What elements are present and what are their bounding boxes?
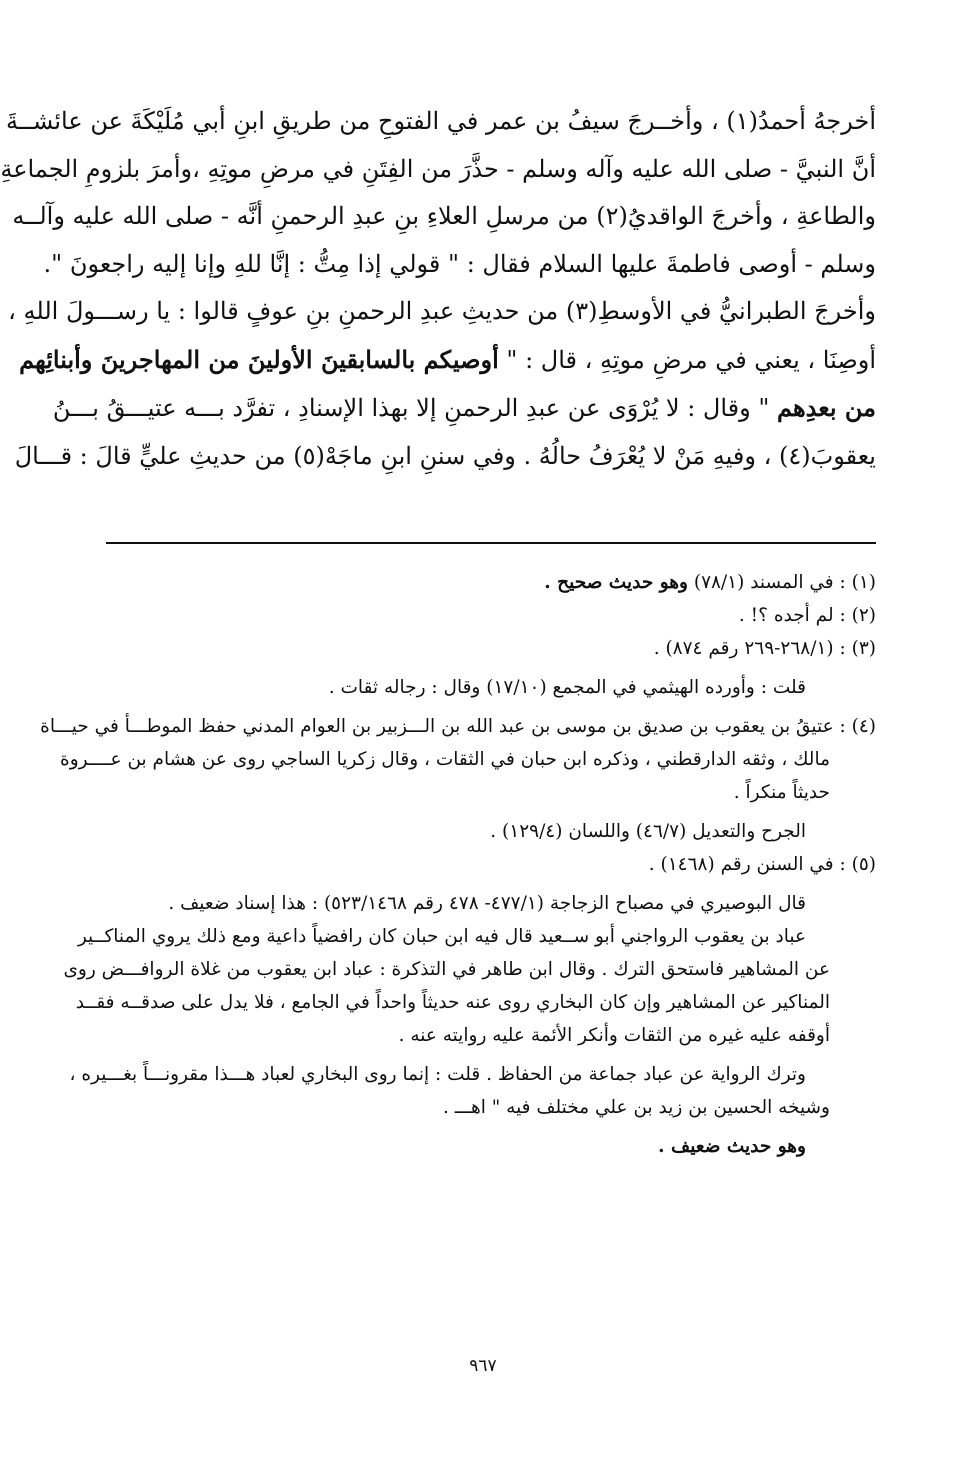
body-line-5: وأخرجَ الطبرانيُّ في الأوسطِ(٣) من حديثِ عبدِ الرحمنِ بنِ عوفٍ قالوا : يا رســـولَ اللهِ ، xyxy=(8,297,876,325)
footnote-5-para2-line-3: المناكير عن المشاهير وإن كان البخاري روى عنه حديثاً واحداً في الجامع ، فلا يدل على صدقــه فقــد xyxy=(75,992,830,1013)
hadith-quote-part-1: أوصيكم بالسابقينَ الأولينَ من المهاجرينَ وأبنائِهم xyxy=(19,344,499,374)
footnote-2: (٢) : لم أجده ؟! . xyxy=(738,605,876,626)
body-line-2: أنَّ النبيَّ - صلى الله عليه وآله وسلم - حذَّرَ من الفِتَنِ في مرضِ موتِهِ ،وأمرَ بلزومِ الجماعةِ xyxy=(0,154,876,183)
footnote-5-busiri: قال البوصيري في مصباح الزجاجة (٤٧٧/١- ٤٧٨ رقم ٥٢٣/١٤٦٨) : هذا إسناد ضعيف . xyxy=(168,893,806,914)
footnote-1-text: (١) : في المسند (٧٨/١) xyxy=(687,572,876,593)
footnotes-section xyxy=(40,566,876,1163)
footnote-5: (٥) : في السنن رقم (١٤٦٨) . xyxy=(648,854,876,875)
footnote-5-para3-line-2: وشيخه الحسين بن زيد بن علي مختلف فيه " اهـــ . xyxy=(442,1097,830,1118)
footnote-5-para2-line-2: عن المشاهير فاستحق الترك . وقال ابن طاهر في التذكرة : عباد ابن يعقوب من غلاة الروافـــض روى xyxy=(63,959,830,980)
footnote-4-line-2: مالك ، وثقه الدارقطني ، وذكره ابن حبان في الثقات ، وقال زكريا الساجي روى عن هشام بن عــــروة xyxy=(60,749,830,770)
body-line-7 xyxy=(52,384,876,433)
footnote-divider xyxy=(106,542,876,544)
body-line-6-text: أوصِنَا ، يعني في مرضِ موتِهِ ، قال : " xyxy=(498,345,876,374)
hadith-quote-part-2: من بعدِهم xyxy=(777,393,876,422)
footnote-1 xyxy=(106,566,876,599)
body-line-8: يعقوبَ(٤) ، وفيهِ مَنْ لا يُعْرَفُ حالُهُ . وفي سننِ ابنِ ماجَهْ(٥) من حديثِ عليٍّ قالَ : قـــالَ xyxy=(14,441,876,470)
footnote-4-line-3: حديثاً منكراً . xyxy=(733,782,830,803)
body-line-1: أخرجهُ أحمدُ(١) ، وأخــرجَ سيفُ بن عمر في الفتوحِ من طريقِ ابنِ أبي مُلَيْكَةَ عن عائشــةَ xyxy=(6,107,876,135)
footnote-1-grade: وهو حديث صحيح . xyxy=(544,572,688,593)
footnote-conclusion: وهو حديث ضعيف . xyxy=(658,1136,806,1157)
footnote-4-line-1: (٤) : عتيقُ بن يعقوب بن صديق بن موسى بن عبد الله بن الـــزبير بن العوام المدني حفظ الموطـــأ في حيـــاة xyxy=(40,716,876,737)
footnote-4-reference: الجرح والتعديل (٤٦/٧) واللسان (١٢٩/٤) . xyxy=(490,821,806,842)
footnote-3: (٣) : (٢٦٨/١-٢٦٩ رقم ٨٧٤) . xyxy=(653,638,876,659)
page-number: ٩٦٧ xyxy=(469,1356,497,1376)
body-line-3: والطاعةِ ، وأخرجَ الواقديُ(٢) من مرسلِ العلاءِ بنِ عبدِ الرحمنِ أنَّه - صلى الله عليه وآلــه xyxy=(12,202,876,230)
footnote-5-para3-line-1: وترك الرواية عن عباد جماعة من الحفاظ . قلت : إنما روى البخاري لعباد هـــذا مقرونـــاً بغـــيره ، xyxy=(69,1064,806,1085)
main-text-body xyxy=(0,98,876,480)
body-line-7-text: " وقال : لا يُرْوَى عن عبدِ الرحمنِ إلا بهذا الإسنادِ ، تفرَّد بـــه عتيـــقُ بـــنُ xyxy=(52,394,778,422)
body-line-4: وسلم - أوصى فاطمةَ عليها السلام فقال : " قولي إذا مِتُّ : إنَّا للهِ وإنا إليه راجعونَ ". xyxy=(43,249,876,278)
body-line-6 xyxy=(19,336,876,385)
footnote-3-note: قلت : وأورده الهيثمي في المجمع (١٧/١٠) وقال : رجاله ثقات . xyxy=(328,677,806,698)
footnote-5-para2-line-1: عباد بن يعقوب الرواجني أبو ســعيد قال فيه ابن حبان كان رافضياً داعية ومع ذلك يروي المناكــير xyxy=(77,926,806,947)
footnote-5-para2-line-4: أوقفه عليه غيره من الثقات وأنكر الأئمة عليه روايته عنه . xyxy=(398,1025,830,1046)
